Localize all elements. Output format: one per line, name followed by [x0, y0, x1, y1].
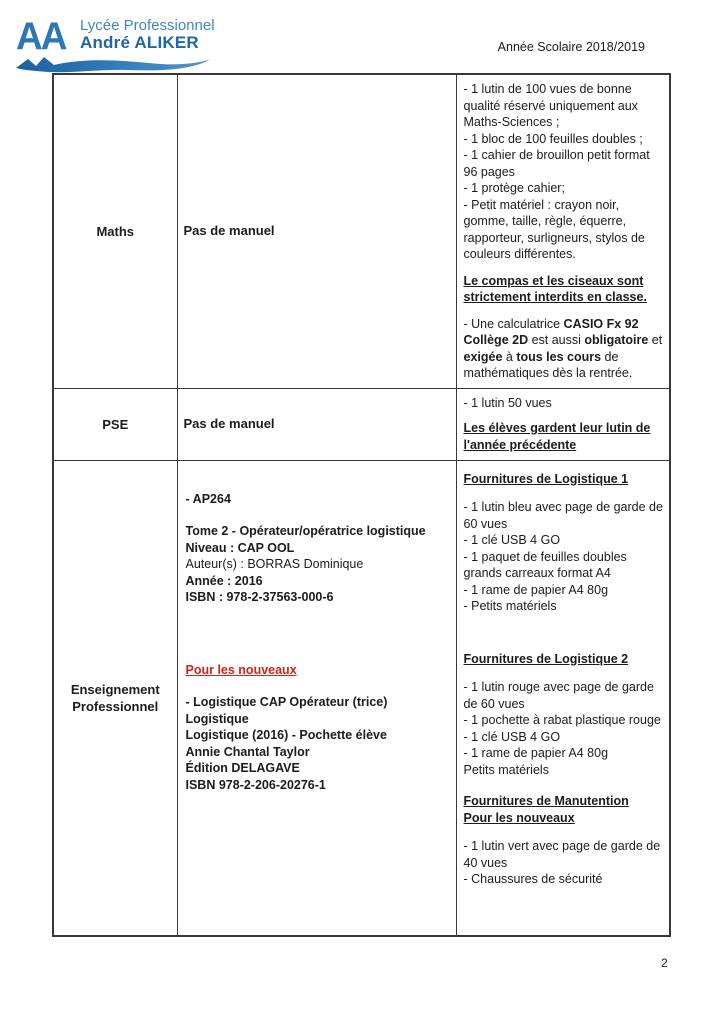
- items-cell-enseignement-professionnel: [456, 460, 670, 936]
- new-students-heading: Pour les nouveaux: [185, 662, 297, 677]
- compass-warning: Le compas et les ciseaux sont strictement interdits en classe.: [463, 273, 647, 304]
- supply-item: - Petit matériel : crayon noir, gomme, taille, règle, équerre, rapporteur, surligneurs, stylos de couleurs différentes.: [463, 197, 645, 261]
- supplies-manutention-heading-line2: Pour les nouveaux: [463, 810, 575, 825]
- supply-item: - 1 lutin vert avec page de garde de 40 vues: [463, 839, 661, 870]
- subject-label: Maths: [96, 223, 135, 239]
- items-cell-pse: [456, 388, 670, 460]
- logo-school-type: Lycée Professionnel: [80, 17, 215, 34]
- subject-label-line2: Professionnel: [72, 698, 159, 714]
- supplies-table: [52, 73, 671, 937]
- book1-isbn: ISBN : 978-2-37563-000-6: [185, 590, 334, 604]
- supply-item: - 1 lutin de 100 vues de bonne qualité réservé uniquement aux Maths-Sciences ;: [463, 82, 638, 129]
- book2-line: Logistique (2016) - Pochette élève: [185, 728, 387, 742]
- manuals-cell-enseignement-professionnel: [177, 460, 456, 936]
- supply-item: - 1 paquet de feuilles doubles grands carreaux format A4: [463, 549, 627, 580]
- subject-cell-maths: [53, 74, 177, 388]
- supply-item: - 1 protège cahier;: [463, 181, 565, 195]
- keep-binder-note: Les élèves gardent leur lutin de l'année précédente: [463, 421, 651, 452]
- supply-item: - Petits matériels: [463, 599, 557, 613]
- supply-item: - 1 rame de papier A4 80g: [463, 746, 609, 760]
- manual-label: Pas de manuel: [183, 415, 275, 431]
- logo-monogram: AA: [16, 14, 66, 58]
- logo-school-name: André ALIKER: [80, 32, 199, 52]
- subject-cell-enseignement-professionnel: [53, 460, 177, 936]
- manual-label: Pas de manuel: [183, 223, 275, 238]
- subject-label: PSE: [102, 416, 129, 432]
- supplies-logistique1-heading: Fournitures de Logistique 1: [463, 471, 629, 486]
- supply-item: - 1 bloc de 100 feuilles doubles ;: [463, 131, 643, 146]
- school-logo: [14, 10, 224, 72]
- book-reference: - AP264: [185, 491, 231, 506]
- supply-item: - 1 pochette à rabat plastique rouge: [463, 713, 661, 727]
- book2-line: Annie Chantal Taylor: [185, 744, 310, 759]
- supply-item: - 1 clé USB 4 GO: [463, 729, 561, 744]
- supply-item: Petits matériels: [463, 762, 549, 777]
- manual-cell-maths: [177, 74, 456, 388]
- supply-item: - Chaussures de sécurité: [463, 872, 603, 886]
- manual-cell-pse: [177, 388, 456, 460]
- supply-item: - 1 lutin bleu avec page de garde de 60 vues: [463, 500, 663, 531]
- book2-line: Logistique: [185, 711, 249, 726]
- school-year-label: Année Scolaire 2018/2019: [497, 40, 645, 54]
- supplies-logistique2-heading: Fournitures de Logistique 2: [463, 651, 629, 666]
- subject-label-line1: Enseignement: [70, 681, 160, 697]
- table-row-maths: [53, 74, 670, 388]
- page-number: 2: [661, 956, 668, 970]
- book1-level: Niveau : CAP OOL: [185, 540, 295, 555]
- book1-title: Tome 2 - Opérateur/opératrice logistique: [185, 524, 426, 538]
- supply-item: - 1 clé USB 4 GO: [463, 533, 561, 547]
- supplies-manutention-heading-line1: Fournitures de Manutention: [463, 794, 629, 808]
- calculator-note: - Une calculatrice CASIO Fx 92 Collège 2D est aussi obligatoire et exigée à tous les cours de mathématiques dès la rentrée.: [463, 316, 663, 380]
- supply-item: - 1 cahier de brouillon petit format 96 pages: [463, 148, 650, 179]
- table-row-pse: [53, 388, 670, 460]
- book2-line: ISBN 978-2-206-20276-1: [185, 777, 326, 792]
- subject-cell-pse: [53, 388, 177, 460]
- table-row-enseignement-professionnel: [53, 460, 670, 936]
- book2-line: - Logistique CAP Opérateur (trice): [185, 695, 388, 709]
- book2-line: Édition DELAGAVE: [185, 761, 300, 775]
- supply-item: - 1 rame de papier A4 80g: [463, 582, 609, 597]
- book1-year: Année : 2016: [185, 573, 263, 588]
- supply-item: - 1 lutin rouge avec page de garde de 60 vues: [463, 680, 654, 711]
- book1-authors: Auteur(s) : BORRAS Dominique: [185, 557, 364, 571]
- supply-item: - 1 lutin 50 vues: [463, 395, 552, 410]
- items-cell-maths: [456, 74, 670, 388]
